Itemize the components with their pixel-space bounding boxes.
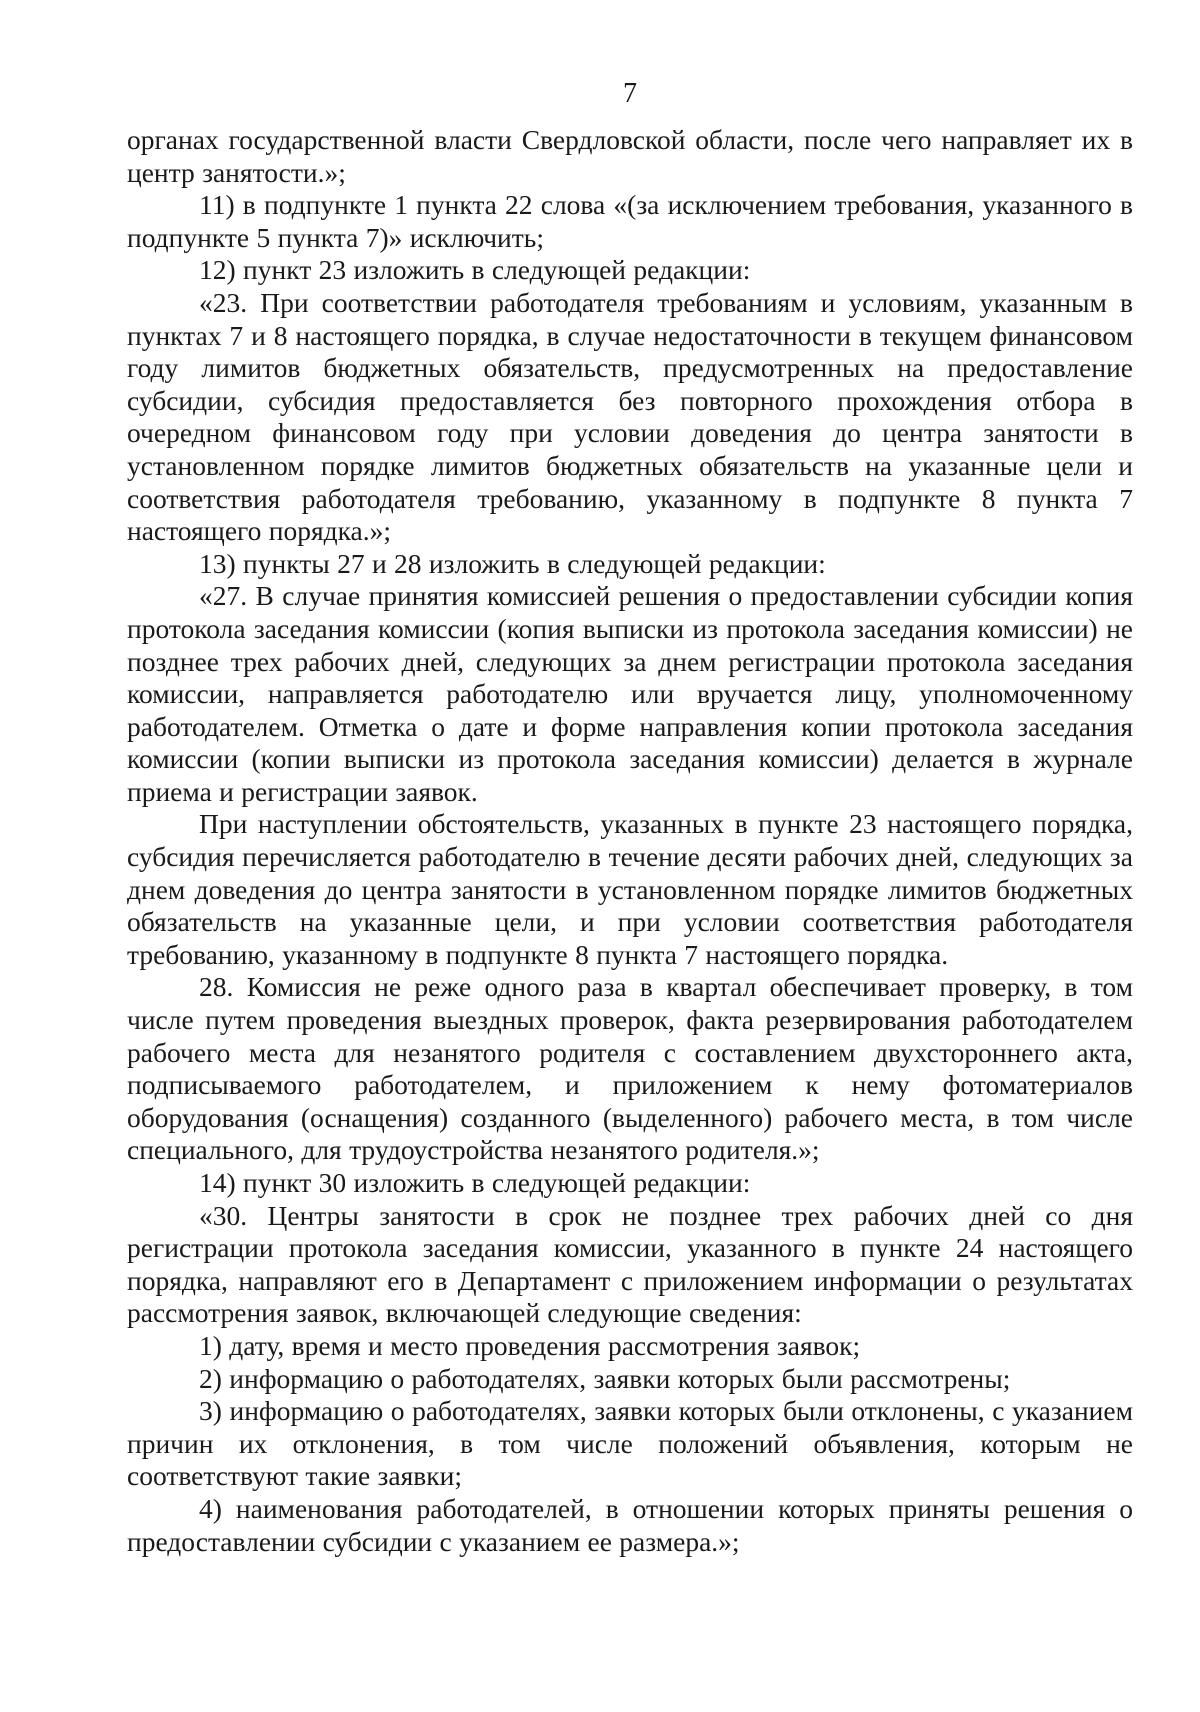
paragraph-subitem-4: 4) наименования работодателей, в отношении которых приняты решения о предоставлении субсидии с указанием ее размера.»; (127, 1492, 1133, 1557)
paragraph-subitem-1: 1) дату, время и место проведения рассмотрения заявок; (199, 1329, 861, 1361)
paragraph-clause-23: «23. При соответствии работодателя требованиям и условиям, указанным в пунктах 7 и 8 настоящего порядка, в случае недостаточности в текущем финансовом году лимитов бюджетных обязательств, предусмотренных на предоставление субсидии, субсидия предоставляется без повторного прохождения отбора в очередном финансовом году при условии доведения до центра занятости в установленном порядке лимитов бюджетных обязательств на указанные цели и соответствия работодателя требованию, указанному в подпункте 8 пункта 7 настоящего порядка.»; (127, 286, 1133, 547)
paragraph-item-13: 13) пункты 27 и 28 изложить в следующей редакции: (199, 547, 826, 579)
page-number: 7 (623, 78, 637, 109)
paragraph-clause-30: «30. Центры занятости в срок не позднее трех рабочих дней со дня регистрации протокола заседания комиссии, указанного в пункте 24 настоящего порядка, направляют его в Департамент с приложением информации о результатах рассмотрения заявок, включающей следующие сведения: (127, 1199, 1133, 1329)
document-body (127, 124, 1133, 1558)
paragraph-continuation: органах государственной власти Свердловской области, после чего направляет их в центр занятости.»; (127, 124, 1133, 188)
paragraph-item-14: 14) пункт 30 изложить в следующей редакции: (199, 1167, 751, 1198)
paragraph-item-12: 12) пункт 23 изложить в следующей редакции: (199, 254, 751, 286)
paragraph-subitem-2: 2) информацию о работодателях, заявки которых были рассмотрены; (199, 1362, 1011, 1394)
paragraph-clause-27: «27. В случае принятия комиссией решения о предоставлении субсидии копия протокола заседания комиссии (копия выписки из протокола заседания комиссии) не позднее трех рабочих дней, следующих за днем регистрации протокола заседания комиссии, направляется работодателю или вручается лицу, уполномоченному работодателем. Отметка о дате и форме направления копии протокола заседания комиссии (копии выписки из протокола заседания комиссии) делается в журнале приема и регистрации заявок. (127, 580, 1133, 807)
paragraph-subitem-3: 3) информацию о работодателях, заявки которых были отклонены, с указанием причин их отклонения, в том числе положений объявления, которым не соответствуют такие заявки; (127, 1395, 1133, 1492)
paragraph-clause-28: 28. Комиссия не реже одного раза в квартал обеспечивает проверку, в том числе путем проведения выездных проверок, факта резервирования работодателем рабочего места для незанятого родителя с составлением двухстороннего акта, подписываемого работодателем, и приложением к нему фотоматериалов оборудования (оснащения) созданного (выделенного) рабочего места, в том числе специального, для трудоустройства незанятого родителя.»; (127, 971, 1133, 1166)
paragraph-item-11: 11) в подпункте 1 пункта 22 слова «(за исключением требования, указанного в подпункте 5 пункта 7)» исключить; (127, 189, 1133, 253)
paragraph-clause-27-part-2: При наступлении обстоятельств, указанных в пункте 23 настоящего порядка, субсидия перечисляется работодателю в течение десяти рабочих дней, следующих за днем доведения до центра занятости в установленном порядке лимитов бюджетных обязательств на указанные цели, и при условии соответствия работодателя требованию, указанному в подпункте 8 пункта 7 настоящего порядка. (127, 808, 1133, 970)
